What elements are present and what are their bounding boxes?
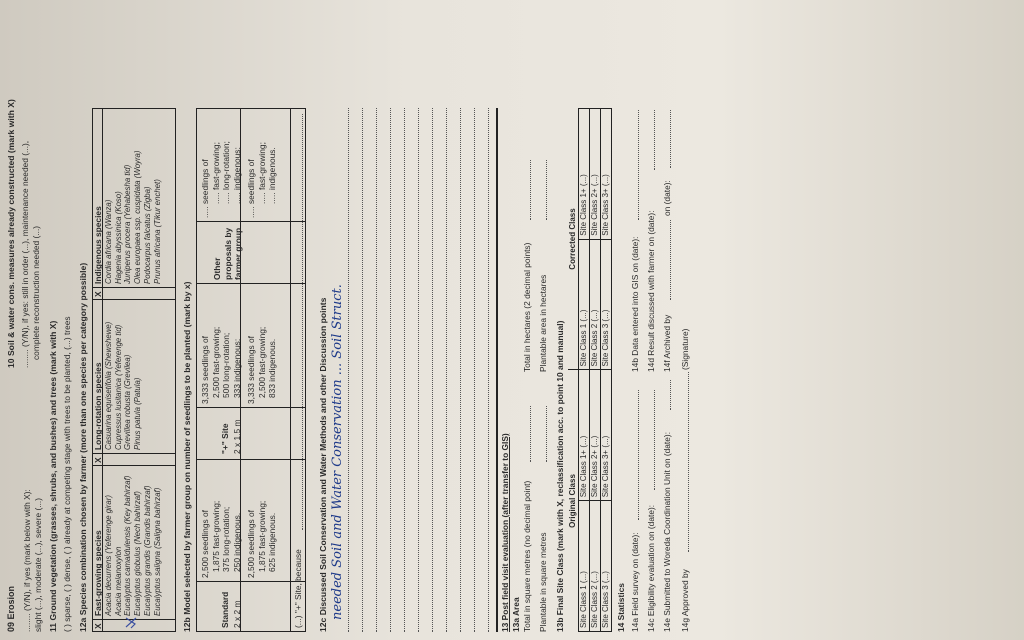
section-12a-title: 12a Species combination chosen by farmer (more than one species per category possible)	[78, 262, 88, 632]
area-total-sqm: Total in square metres (no decimal point)	[522, 480, 532, 632]
notes-line	[390, 108, 391, 632]
section-09-line2: slight (...), moderate (...), severe (...)	[33, 497, 43, 632]
plus-site-model-b	[246, 327, 278, 404]
stat-14f: 14f Archived by	[662, 314, 672, 372]
original-class-header: Original Class	[568, 370, 579, 632]
fast-growing-header: Fast-growing species	[93, 530, 103, 616]
area-total-ha: Total in hectares (2 decimal points)	[522, 242, 532, 372]
standard-spacing: 2 x 2 m	[232, 600, 242, 628]
section-11-title: 11 Ground vegetation (grasses, shrubs, and bushes) and trees (mark with X)	[48, 320, 58, 632]
section-12b-title: 12b Model selected by farmer group on number of seedlings to be planted (mark by x)	[182, 281, 192, 632]
area-plantable-sqm-line	[546, 406, 547, 462]
notes-line	[348, 108, 349, 632]
col1-mark: X	[93, 623, 103, 629]
cell-line: 2,500 fast-growing;	[256, 326, 267, 398]
species-item: Eucalyptus saligna (Saligna bahirzaf)	[152, 487, 162, 616]
species-item: Prunus africana (Tikur enchet)	[152, 179, 162, 284]
orig-class-3-plus[interactable]: Site Class 3+ (...)	[601, 370, 612, 501]
species-item: Eucalyptus grandis (Grandis bahirzaf)	[142, 485, 152, 616]
species-item: Acacia decurrens (Yeferenge girar)	[104, 495, 113, 616]
orig-class-2-plus[interactable]: Site Class 2+ (...)	[590, 370, 601, 501]
section-09-line1: ........ (Y/N), if yes (mark below with X):	[22, 489, 32, 632]
stat-14e-line	[670, 380, 671, 410]
handwritten-notes: needed Soil and Water Conservation ... Soil Struct.	[330, 284, 345, 620]
cell-line: 3,333 seedlings of	[246, 336, 256, 404]
indigenous-header: Indigenous species	[93, 206, 103, 284]
site-class-table	[568, 108, 612, 632]
section-10-line1: ........ (Y/N), if yes: still in order (...), maintenance needed (...),	[20, 140, 30, 368]
orig-class-3[interactable]: Site Class 3 (...)	[601, 501, 612, 632]
section-divider	[496, 108, 498, 632]
stat-14a-line	[638, 390, 639, 520]
area-plantable-ha: Plantable area in hectares	[538, 274, 548, 372]
notes-line	[418, 108, 419, 632]
stat-14e: 14e Submitted to Woreda Coordination Unit on (date):	[662, 431, 672, 632]
indigenous-list	[104, 151, 162, 284]
notes-line	[404, 108, 405, 632]
section-13a-title: 13a Area	[511, 597, 521, 632]
plus-site-model-a	[200, 327, 242, 404]
long-rotation-list	[104, 322, 143, 450]
cell-line: 250 indigenous.	[231, 512, 242, 572]
species-item: Acacia melanoxylon	[113, 546, 123, 616]
section-12c-title: 12c Discussed Soil Conservation and Water Methods and other Discussion points	[318, 297, 328, 632]
handwritten-check-mark	[124, 616, 138, 630]
stat-14b: 14b Data entered into GIS on (date):	[630, 236, 640, 372]
stat-14a: 14a Field survey on (date):	[630, 532, 640, 632]
stat-14c-line	[654, 390, 655, 490]
stat-14d: 14d Result discussed with farmer on (date):	[646, 210, 656, 372]
fast-growing-list	[104, 476, 162, 616]
cell-line: 2,500 seedlings of	[246, 510, 256, 578]
stat-14g-line	[688, 372, 689, 552]
section-14-title: 14 Statistics	[616, 583, 626, 632]
cell-line: ..... fast-growing;	[256, 142, 267, 204]
section-13b-title: 13b Final Site Class (mark with X, reclassification acc. to point 10 and manual)	[555, 320, 565, 632]
stat-14f-date-line	[670, 110, 671, 168]
signature-label: (Signature)	[680, 328, 690, 370]
area-total-sqm-line	[530, 406, 531, 462]
cell-line: ..... fast-growing;	[210, 142, 221, 204]
species-item: Eucalyptus camaldulensis (Key bahirzaf)	[123, 475, 133, 616]
corr-class-2[interactable]: Site Class 2 (...)	[590, 239, 601, 370]
species-item: Cupressus lusitanica (Yeferenge tid)	[113, 324, 123, 450]
notes-line	[362, 108, 363, 632]
species-item: Cordia africana (Wanza)	[104, 199, 113, 284]
cell-line: 3,333 seedlings of	[200, 336, 210, 404]
corr-class-3[interactable]: Site Class 3 (...)	[601, 239, 612, 370]
species-item: Eucalyptus globulus (Nech bahirzaf)	[133, 491, 143, 616]
notes-line	[432, 108, 433, 632]
other-model-a	[200, 141, 242, 218]
section-13-title: 13 Post field visit evaluation (after transfer to GIS)	[500, 433, 510, 632]
stat-14c: 14c Eligibility evaluation on (date):	[646, 504, 656, 632]
cell-line: 833 indigenous.	[267, 338, 277, 398]
section-10-line2: complete reconstruction needed (...)	[31, 225, 41, 360]
area-total-ha-line	[530, 160, 531, 220]
orig-class-2[interactable]: Site Class 2 (...)	[590, 501, 601, 632]
cell-line: ..... seedlings of	[200, 159, 210, 218]
stat-14f-line	[670, 220, 671, 300]
other-model-b	[246, 142, 278, 218]
cell-line: 333 indigenous;	[231, 338, 242, 398]
corr-class-2-plus[interactable]: Site Class 2+ (...)	[590, 109, 601, 240]
corr-class-3-plus[interactable]: Site Class 3+ (...)	[601, 109, 612, 240]
species-table-divider	[92, 465, 176, 466]
species-item: Hagenia abyssinica (Koso)	[113, 191, 123, 284]
cell-line: ..... long-rotation;	[221, 141, 231, 204]
cell-line: 1,875 fast-growing;	[210, 500, 221, 572]
standard-label: Standard	[220, 591, 230, 628]
standard-model-b	[246, 501, 278, 578]
cell-line: 500 long-rotation;	[221, 332, 231, 398]
cell-line: 2,500 fast-growing;	[210, 326, 221, 398]
section-09-title: 09 Erosion	[6, 585, 16, 632]
notes-line	[474, 108, 475, 632]
species-item: Podocarpus falcatus (Zigba)	[142, 186, 152, 284]
corr-class-1[interactable]: Site Class 1 (...)	[579, 239, 590, 370]
plus-site-spacing: 2 x 1.5 m	[232, 419, 242, 454]
col2-mark: X	[93, 457, 103, 463]
cell-line: 1,875 fast-growing;	[256, 500, 267, 572]
stat-14b-line	[638, 110, 639, 220]
species-table-divider	[92, 299, 176, 300]
col3-mark: X	[93, 291, 103, 297]
orig-class-1-plus[interactable]: Site Class 1+ (...)	[579, 370, 590, 501]
species-item: Casuarina equisetifolia (Shewshewe)	[104, 321, 113, 450]
stat-14d-line	[654, 110, 655, 170]
cell-line: 375 long-rotation;	[221, 506, 231, 572]
cell-line: 2,500 seedlings of	[200, 510, 210, 578]
notes-line	[460, 108, 461, 632]
stat-14g: 14g Approved by	[680, 569, 690, 632]
section-10-title: 10 Soil & water cons. measures already constructed (mark with X)	[6, 99, 16, 368]
species-item: Pinus patula (Patula)	[133, 377, 143, 450]
species-item: Grevillea robusta (Grevilea)	[123, 354, 133, 450]
cell-line: ..... indigenous.	[267, 147, 277, 204]
species-item: Juniperus procera (Yehabesha tid)	[123, 164, 133, 284]
cell-line: ..... seedlings of	[246, 159, 256, 218]
cell-line: 625 indigenous.	[267, 512, 277, 572]
stat-14f-date: on (date):	[662, 180, 672, 216]
corrected-class-header: Corrected Class	[568, 109, 579, 371]
species-table-divider	[92, 453, 176, 454]
cell-line: ..... indigenous;	[231, 147, 242, 204]
area-plantable-ha-line	[546, 160, 547, 220]
species-table-divider	[92, 287, 176, 288]
plus-site-label: "+" Site	[220, 423, 230, 454]
because-dotted-line	[302, 114, 303, 530]
corr-class-1-plus[interactable]: Site Class 1+ (...)	[579, 109, 590, 240]
notes-line	[376, 108, 377, 632]
area-plantable-sqm: Plantable in square metres	[538, 532, 548, 632]
because-label: (...) "+" Site, because	[293, 549, 303, 628]
other-proposals-label: Other proposals by farmer group	[212, 227, 243, 280]
notes-line	[446, 108, 447, 632]
section-11-line1: ( ) sparse, ( ) dense, ( ) already at competing stage with trees to be planted, (...) trees	[62, 316, 72, 632]
orig-class-1[interactable]: Site Class 1 (...)	[579, 501, 590, 632]
long-rotation-header: Long-rotation species	[93, 362, 103, 450]
species-item: Olea europaea ssp. cuspidata (Woyra)	[133, 150, 143, 284]
standard-model-a	[200, 501, 242, 578]
notes-line	[488, 108, 489, 632]
